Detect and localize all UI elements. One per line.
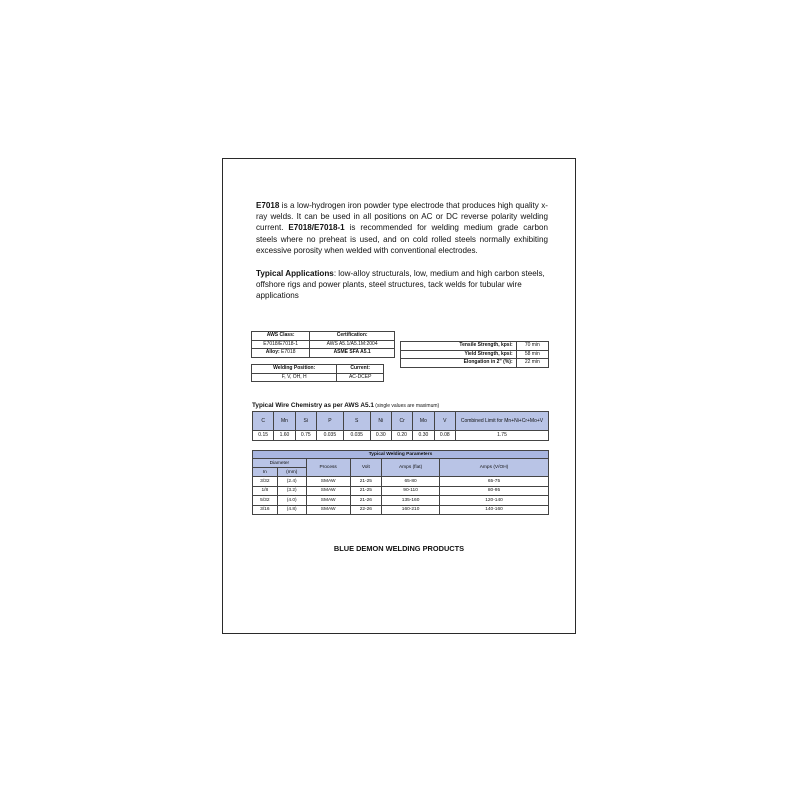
- alloy-value: E7018: [281, 349, 296, 356]
- process-value: SMAW: [306, 496, 350, 506]
- chem-value: 0.035: [343, 431, 370, 441]
- strength-box: [400, 341, 549, 368]
- strength-row: [401, 359, 549, 368]
- chem-header: Cr: [391, 412, 412, 431]
- intro-paragraph: [256, 200, 548, 256]
- cert-value: AWS A5.1/A5.1M:2004: [310, 340, 395, 349]
- diameter-in: 1/8: [253, 486, 278, 496]
- table-row: [253, 505, 549, 515]
- aws-class-value: E7018/E7018-1: [252, 340, 310, 349]
- yield-label: Yield Strength, kpsi:: [401, 350, 517, 359]
- diameter-mm: (4.8): [277, 505, 306, 515]
- diameter-in: 3/16: [253, 505, 278, 515]
- product-variant: E7018/E7018-1: [288, 223, 345, 233]
- diameter-header: Diameter: [253, 459, 307, 468]
- aws-class-label: AWS Class:: [266, 332, 295, 339]
- table-row: [253, 477, 549, 487]
- process-value: SMAW: [306, 477, 350, 487]
- current-label: Current:: [337, 365, 384, 374]
- volt-header: Volt: [350, 459, 382, 477]
- intro-text-2: is recommended for welding medium grade carbon steels where no preheat is used, and on cold rolled steels normally exhibiting excessive porosity when welded with conventional electrodes.: [256, 223, 548, 255]
- intro-text-1: is a low-hydrogen iron powder type electrode that produces high quality x-ray welds. It can be used in all positions on AC or DC reverse polarity welding current.: [256, 201, 548, 233]
- mm-header: (mm): [277, 468, 306, 477]
- strength-row: [401, 350, 549, 359]
- chem-header: Mn: [274, 412, 295, 431]
- chem-header: C: [253, 412, 274, 431]
- applications-label: Typical Applications: [256, 269, 334, 278]
- position-box: [251, 364, 384, 382]
- amps-flat-value: 90-110: [382, 486, 440, 496]
- elongation-value: 22 min: [516, 359, 548, 368]
- elongation-label: Elongation in 2" (%):: [401, 359, 517, 368]
- diameter-mm: (2.4): [277, 477, 306, 487]
- table-row: [253, 486, 549, 496]
- cert-label: Certification:: [336, 332, 368, 339]
- chemistry-table: [252, 411, 549, 441]
- position-label: Welding Position:: [252, 365, 337, 374]
- diameter-mm: (4.0): [277, 496, 306, 506]
- chem-header: S: [343, 412, 370, 431]
- chem-header: Mo: [413, 412, 434, 431]
- chem-value: 0.08: [434, 431, 455, 441]
- company-footer: BLUE DEMON WELDING PRODUCTS: [333, 544, 465, 553]
- table-row: [253, 496, 549, 506]
- current-value: AC-DCEP: [337, 373, 384, 382]
- chem-header: P: [316, 412, 343, 431]
- chemistry-header-row: [253, 412, 549, 431]
- chem-header: Ni: [370, 412, 391, 431]
- in-header: In: [253, 468, 278, 477]
- strength-row: [401, 342, 549, 351]
- chem-header: Si: [295, 412, 316, 431]
- volt-value: 21-26: [350, 496, 382, 506]
- amps-vert-value: 140-160: [440, 505, 549, 515]
- chemistry-value-row: [253, 431, 549, 441]
- chemistry-note: (single values are maximum): [373, 403, 440, 409]
- tensile-value: 70 min: [516, 342, 548, 351]
- tensile-label: Tensile Strength, kpsi:: [401, 342, 517, 351]
- amps-vert-value: 120-140: [440, 496, 549, 506]
- amps-vert-header: Amps (V/OH): [440, 459, 549, 477]
- welding-table: [252, 450, 549, 515]
- welding-title: Typical Welding Parameters: [253, 451, 549, 459]
- chem-header-combined: Combined Limit for Mn+Ni+Cr+Mo+V: [456, 412, 549, 431]
- amps-flat-value: 65-80: [382, 477, 440, 487]
- aws-class-cell: [252, 332, 310, 341]
- alloy-cell: [252, 349, 310, 358]
- amps-vert-value: 65-75: [440, 477, 549, 487]
- chem-value: 1.60: [274, 431, 295, 441]
- chem-value: 0.20: [391, 431, 412, 441]
- amps-flat-header: Amps (flat): [382, 459, 440, 477]
- chem-value: 0.15: [253, 431, 274, 441]
- volt-value: 21-25: [350, 486, 382, 496]
- product-name: E7018: [256, 201, 280, 210]
- volt-value: 22-26: [350, 505, 382, 515]
- applications-paragraph: [256, 268, 548, 302]
- chemistry-title: [252, 402, 439, 409]
- diameter-in: 3/32: [253, 477, 278, 487]
- chem-value: 0.30: [370, 431, 391, 441]
- chem-value-combined: 1.75: [456, 431, 549, 441]
- chem-header: V: [434, 412, 455, 431]
- amps-flat-value: 135-160: [382, 496, 440, 506]
- process-value: SMAW: [306, 486, 350, 496]
- position-value: F, V, OH, H: [252, 373, 337, 382]
- amps-flat-value: 160-210: [382, 505, 440, 515]
- spec-box: [251, 331, 395, 358]
- amps-vert-value: 80-95: [440, 486, 549, 496]
- alloy-label: Alloy:: [265, 349, 280, 356]
- cert-cell: [310, 332, 395, 341]
- asme-value: ASME SFA A5.1: [310, 349, 395, 358]
- chem-value: 0.30: [413, 431, 434, 441]
- yield-value: 58 min: [516, 350, 548, 359]
- diameter-in: 5/32: [253, 496, 278, 506]
- chem-value: 0.75: [295, 431, 316, 441]
- applications-text: : low-alloy structurals, low, medium and high carbon steels, offshore rigs and power plants, steel structures, tack welds for tubular wire applications: [256, 269, 545, 301]
- process-value: SMAW: [306, 505, 350, 515]
- chem-value: 0.035: [316, 431, 343, 441]
- diameter-mm: (3.2): [277, 486, 306, 496]
- chemistry-title-text: Typical Wire Chemistry as per AWS A5.1: [252, 402, 374, 409]
- volt-value: 21-25: [350, 477, 382, 487]
- process-header: Process: [306, 459, 350, 477]
